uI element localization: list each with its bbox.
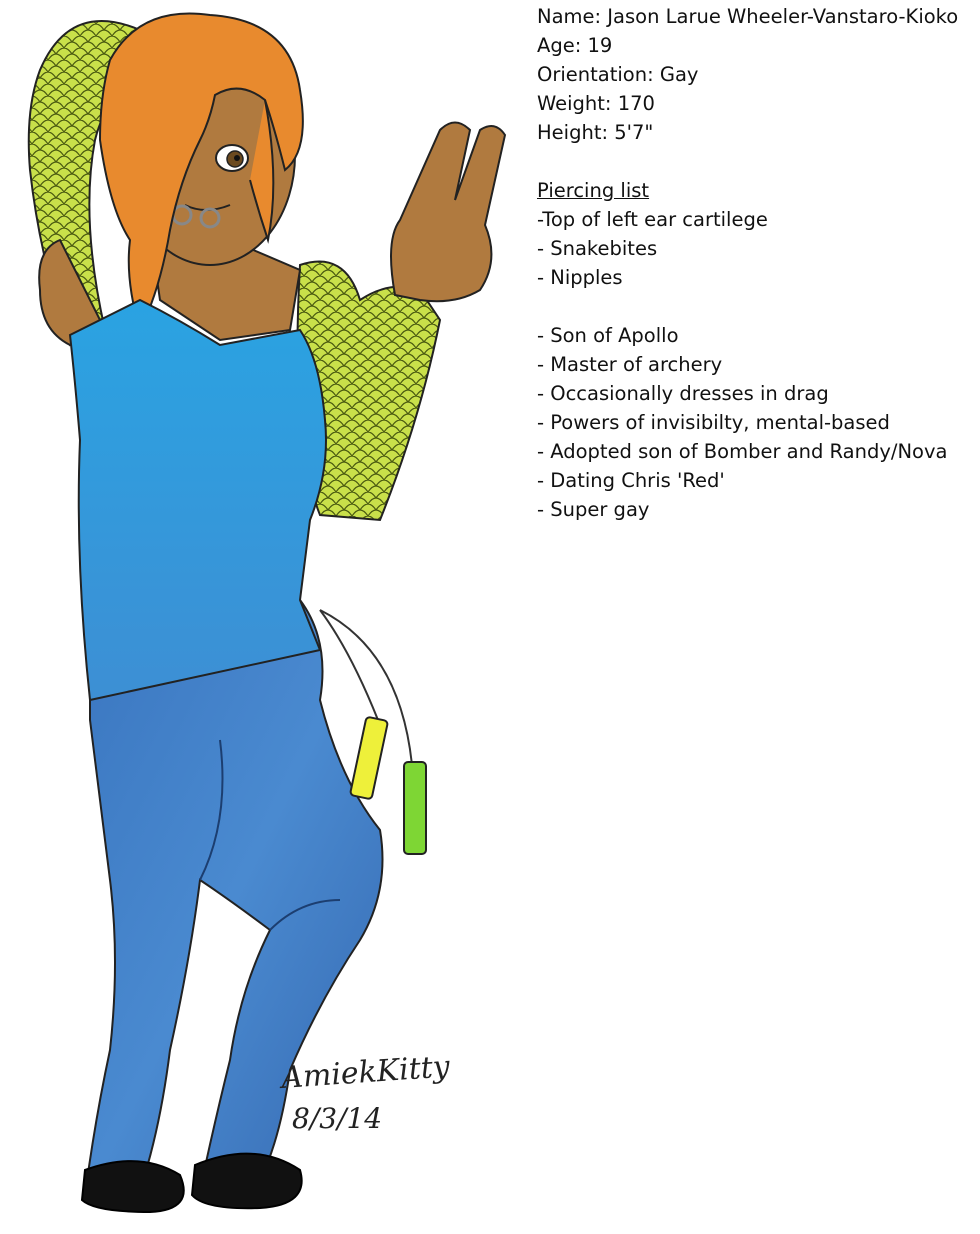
green-glowstick — [404, 762, 426, 854]
yellow-glowstick — [350, 717, 388, 800]
signature-artist: AmiekKitty — [280, 1049, 451, 1096]
signature — [277, 1049, 452, 1135]
age-line: Age: 19 — [537, 34, 613, 57]
piercing-item: - Nipples — [537, 266, 623, 289]
fact-item: - Adopted son of Bomber and Randy/Nova — [537, 440, 948, 463]
piercing-item: - Snakebites — [537, 237, 658, 260]
spacer — [537, 147, 977, 176]
fact-item: - Master of archery — [537, 353, 723, 376]
name-line: Name: Jason Larue Wheeler-Vanstaro-Kioko — [537, 5, 959, 28]
piercing-list-heading: Piercing list — [537, 179, 650, 202]
orientation-line: Orientation: Gay — [537, 63, 699, 86]
weight-line: Weight: 170 — [537, 92, 655, 115]
spacer — [537, 292, 977, 321]
shirt — [70, 300, 326, 700]
fact-item: - Occasionally dresses in drag — [537, 382, 829, 405]
height-line: Height: 5'7" — [537, 121, 654, 144]
shoes — [82, 1154, 302, 1212]
fact-item: - Dating Chris 'Red' — [537, 469, 725, 492]
fact-item: - Powers of invisibilty, mental-based — [537, 411, 890, 434]
fact-item: - Super gay — [537, 498, 650, 521]
piercing-item: -Top of left ear cartilege — [537, 208, 768, 231]
character-bio — [537, 2, 977, 524]
peace-sign-arm — [298, 123, 506, 521]
signature-date: 8/3/14 — [292, 1102, 383, 1135]
fact-item: - Son of Apollo — [537, 324, 679, 347]
